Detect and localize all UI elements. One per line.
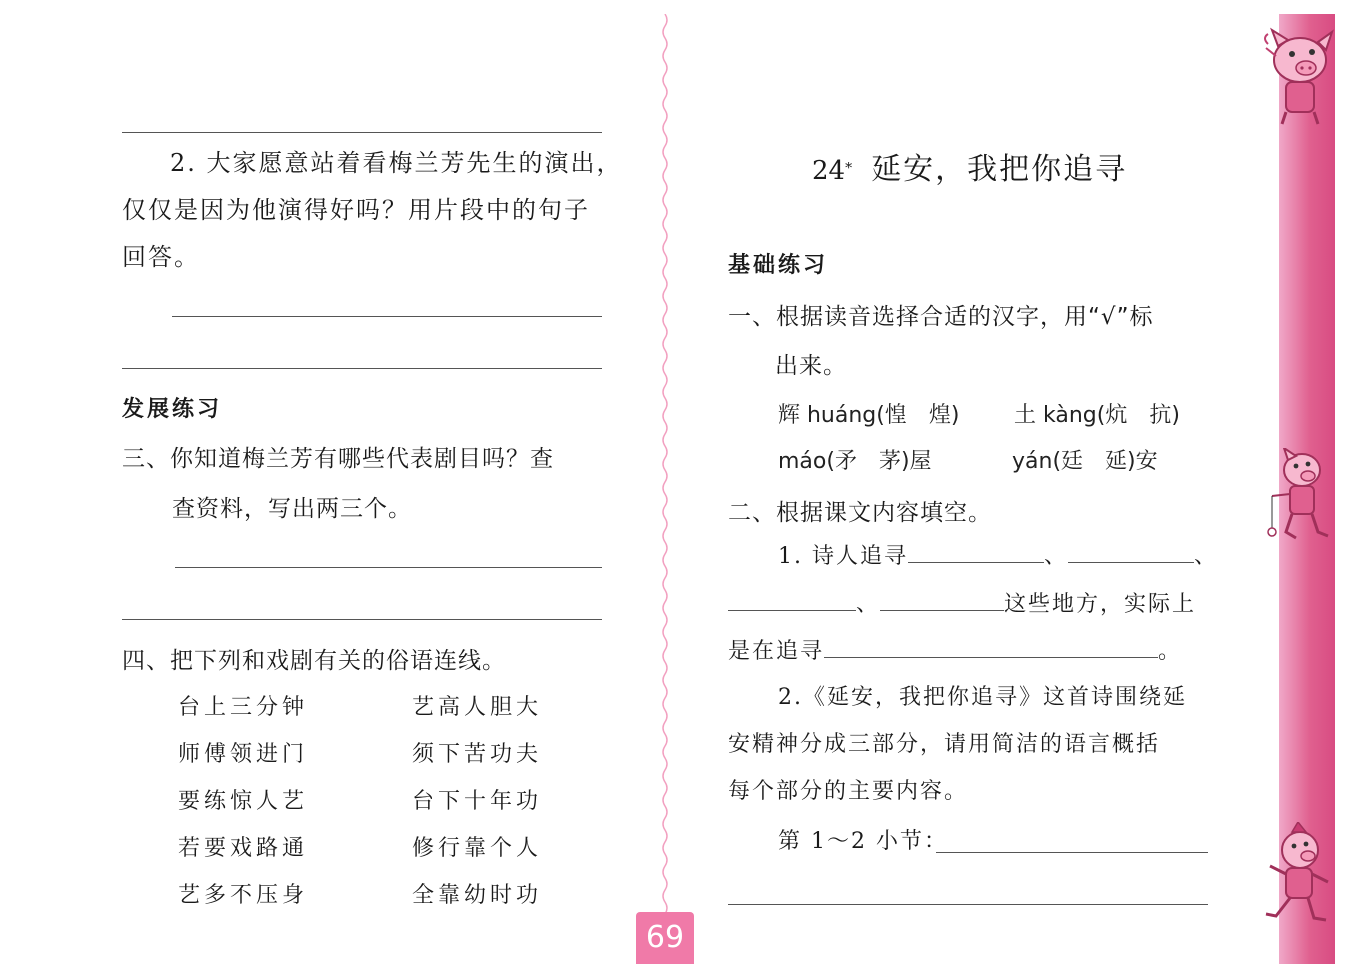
- section-title-basic: 基础练习: [728, 253, 829, 278]
- separator: 、: [1194, 544, 1219, 569]
- fill-item-1-line-3: [728, 628, 1182, 675]
- pinyin-choice-mao[interactable]: máo(矛 茅)屋: [778, 449, 932, 474]
- right-question-1-line-1: 一、根据读音选择合适的汉字，用“√”标: [728, 304, 1154, 330]
- fill-item-1-line-1: [778, 533, 1218, 580]
- answer-line: [122, 132, 602, 133]
- saying-left-1[interactable]: 台上三分钟: [178, 695, 309, 720]
- fill-blank[interactable]: [824, 635, 1158, 658]
- lesson-mark: *: [845, 160, 853, 177]
- answer-line[interactable]: [728, 904, 1208, 905]
- saying-right-3[interactable]: 台下十年功: [412, 789, 543, 814]
- question-3-line-2: 查资料，写出两三个。: [172, 496, 412, 522]
- page-fold-divider: [660, 14, 670, 914]
- pig-mascot-icon: [1254, 26, 1338, 126]
- right-question-1-line-2: 出来。: [775, 353, 847, 379]
- fill-item-2-line-3: 每个部分的主要内容。: [728, 779, 969, 804]
- answer-line[interactable]: [175, 567, 602, 568]
- question-2-line-2: 仅仅是因为他演得好吗？用片段中的句子: [122, 196, 590, 224]
- fill-blank[interactable]: [1068, 540, 1194, 563]
- question-4-title: 四、把下列和戏剧有关的俗语连线。: [122, 648, 506, 674]
- period: 。: [1158, 639, 1183, 664]
- separator: 、: [856, 592, 881, 617]
- saying-left-4[interactable]: 若要戏路通: [178, 836, 309, 861]
- fill-blank[interactable]: [908, 540, 1044, 563]
- pig-yoyo-mascot-icon: [1262, 448, 1334, 548]
- separator: 、: [1043, 544, 1068, 569]
- page-number: 69: [636, 912, 694, 964]
- pig-dancing-mascot-icon: [1262, 822, 1334, 926]
- saying-right-1[interactable]: 艺高人胆大: [412, 695, 543, 720]
- answer-line[interactable]: [172, 316, 602, 317]
- fill-item-1-tail: 这些地方，实际上: [1004, 592, 1197, 617]
- fill-item-2-line-2: 安精神分成三部分，请用简洁的语言概括: [728, 732, 1161, 757]
- saying-left-5[interactable]: 艺多不压身: [178, 883, 309, 908]
- answer-line[interactable]: [936, 852, 1208, 853]
- saying-left-2[interactable]: 师傅领进门: [178, 742, 309, 767]
- fill-item-1-line-2: [728, 581, 1196, 628]
- question-3-line-1: 三、你知道梅兰芳有哪些代表剧目吗？查: [122, 446, 554, 472]
- question-2-line-1: 2. 大家愿意站着看梅兰芳先生的演出，: [170, 149, 623, 177]
- lesson-number: 24: [812, 156, 846, 186]
- answer-line[interactable]: [122, 619, 602, 620]
- saying-left-3[interactable]: 要练惊人艺: [178, 789, 309, 814]
- pinyin-choice-huang[interactable]: 辉 huáng(惶 煌): [778, 403, 960, 428]
- fill-blank[interactable]: [728, 588, 856, 611]
- fill-item-1-prefix: 1. 诗人追寻: [778, 544, 908, 569]
- saying-right-5[interactable]: 全靠幼时功: [412, 883, 543, 908]
- fill-blank[interactable]: [880, 588, 1004, 611]
- pinyin-choice-kang[interactable]: 土 kàng(炕 抗): [1014, 403, 1180, 428]
- answer-line[interactable]: [122, 368, 602, 369]
- saying-right-4[interactable]: 修行靠个人: [412, 836, 543, 861]
- question-2-line-3: 回答。: [122, 243, 200, 271]
- saying-right-2[interactable]: 须下苦功夫: [412, 742, 543, 767]
- part-1-label: 第 1～2 小节：: [778, 829, 948, 854]
- right-question-2-title: 二、根据课文内容填空。: [728, 500, 992, 526]
- lesson-heading: [812, 144, 1127, 188]
- fill-item-1-line-3-text: 是在追寻: [728, 639, 825, 664]
- section-title-development: 发展练习: [122, 397, 223, 422]
- lesson-title: 延安，我把你追寻: [871, 152, 1128, 187]
- fill-item-2-line-1: 2.《延安，我把你追寻》这首诗围绕延: [778, 685, 1187, 710]
- pinyin-choice-yan[interactable]: yán(廷 延)安: [1012, 449, 1158, 474]
